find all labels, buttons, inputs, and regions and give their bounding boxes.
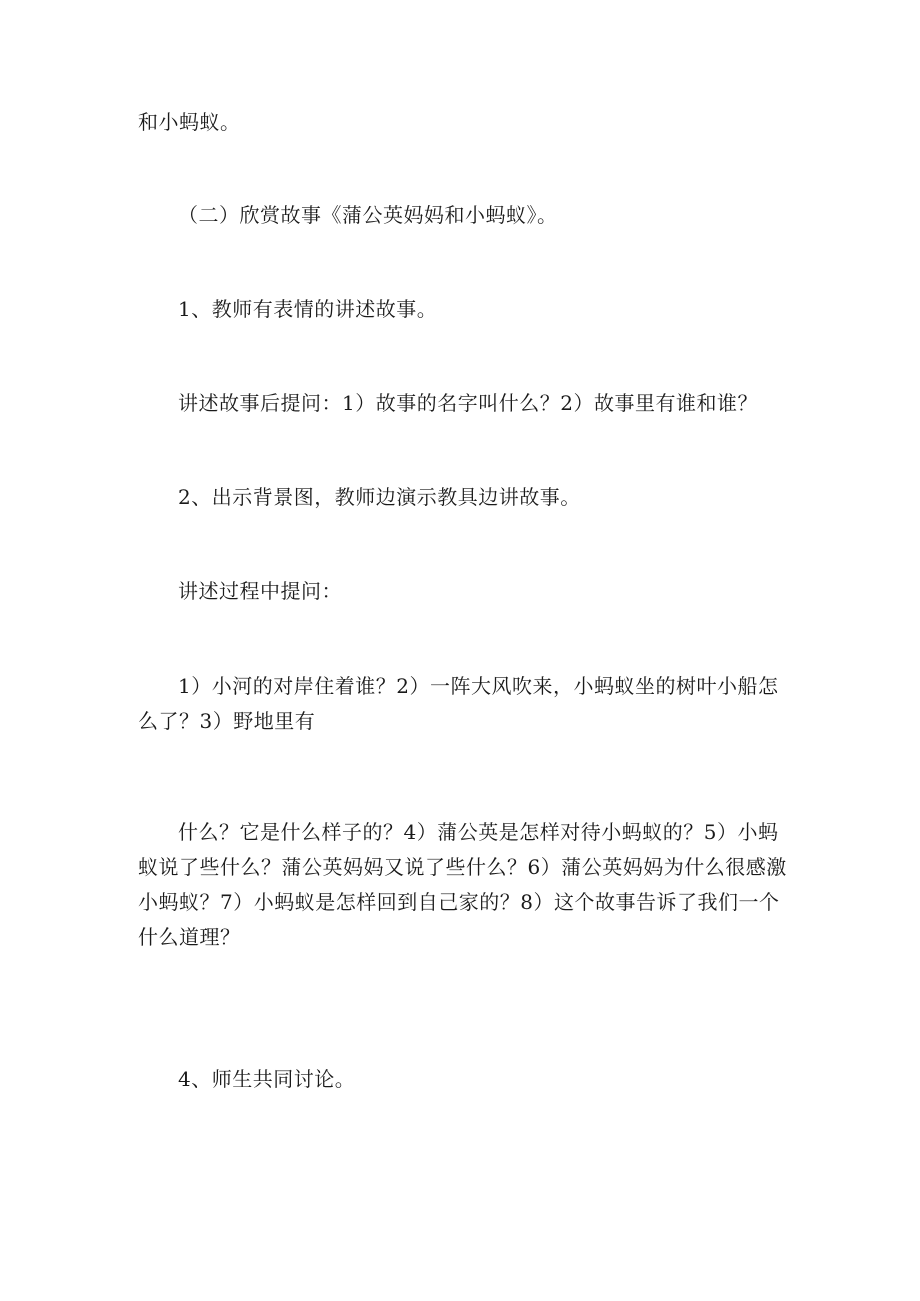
questions-during-story-label: 讲述过程中提问： [178,579,342,603]
paragraph-continuation: 和小蚂蚁。 [138,110,241,134]
step-4: 4、师生共同讨论。 [178,1067,356,1091]
questions-list-part-2: 什么？它是什么样子的？4）蒲公英是怎样对待小蚂蚁的？5）小蚂蚁说了些什么？蒲公英妈妈又说了些什么？6）蒲公英妈妈为什么很感激小蚂蚁？7）小蚂蚁是怎样回到自己家的？8）这个故事告诉了我们一个什么道理？ [138,820,787,949]
section-heading: （二）欣赏故事《蒲公英妈妈和小蚂蚁》。 [178,203,558,227]
questions-list-part-1: 1）小河的对岸住着谁？2）一阵大风吹来，小蚂蚁坐的树叶小船怎么了？3）野地里有 [138,674,779,733]
step-2: 2、出示背景图，教师边演示教具边讲故事。 [178,485,581,509]
step-1: 1、教师有表情的讲述故事。 [178,297,438,321]
questions-after-story: 讲述故事后提问：1）故事的名字叫什么？2）故事里有谁和谁？ [178,391,758,415]
